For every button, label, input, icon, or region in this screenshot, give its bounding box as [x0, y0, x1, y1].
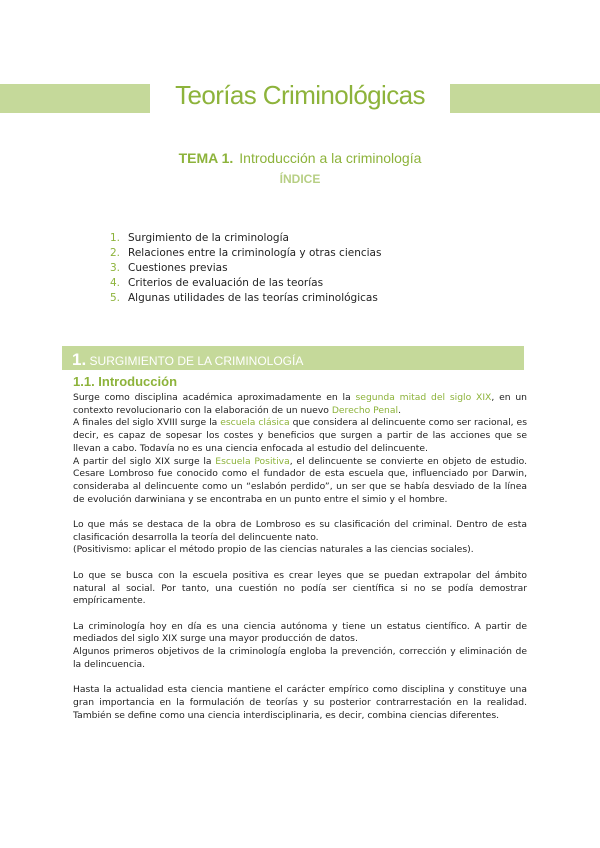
highlight-term: Escuela Positiva: [215, 455, 290, 467]
body-text: [73, 392, 527, 722]
toc-number: 2.: [110, 247, 121, 259]
table-of-contents: [110, 231, 381, 306]
toc-text: Cuestiones previas: [128, 262, 228, 274]
tema-label: TEMA 1.: [178, 150, 234, 166]
toc-text: Criterios de evaluación de las teorías: [128, 277, 324, 289]
toc-text: Algunas utilidades de las teorías criminológicas: [128, 292, 378, 304]
highlight-term: escuela clásica: [220, 417, 290, 429]
section-title: SURGIMIENTO DE LA CRIMINOLOGÍA: [89, 354, 304, 368]
toc-item: [110, 261, 381, 276]
paragraph: Hasta la actualidad esta ciencia mantiene el carácter empírico como disciplina y constituye una gran importancia en la formulación de teorías y su posterior contrarrestación en la realidad. También se define como una ciencia interdisciplinaria, es decir, combina ciencias diferentes.: [73, 684, 527, 721]
title-band-left: [0, 84, 150, 113]
paragraph: Lo que se busca con la escuela positiva es crear leyes que se puedan extrapolar del ámbito natural al social. Por tanto, una cuestión no podía ser científica si no se podía demostrar empíricamente.: [73, 569, 527, 607]
toc-text: Surgimiento de la criminología: [128, 232, 289, 244]
section-heading: [72, 350, 303, 370]
toc-number: 1.: [110, 232, 121, 244]
highlight-term: Derecho Penal: [331, 404, 399, 416]
title-band-right: [450, 84, 600, 113]
paragraph: La criminología hoy en día es una ciencia autónoma y tiene un estatus científico. A partir de mediados del siglo XIX surge una mayor producción de datos.: [73, 620, 527, 645]
highlight-term: segunda mitad del siglo XIX: [355, 392, 492, 403]
toc-number: 4.: [110, 277, 121, 289]
tema-heading: [0, 150, 600, 166]
subsection-heading: 1.1. Introducción: [73, 374, 178, 389]
toc-item: [110, 246, 381, 261]
paragraph: Algunos primeros objetivos de la criminología engloba la prevención, corrección y eliminación de la delincuencia.: [73, 646, 527, 670]
section-number: 1.: [72, 350, 87, 369]
document-title: Teorías Criminológicas: [175, 80, 425, 110]
index-heading: ÍNDICE: [279, 172, 321, 186]
toc-item: [110, 276, 381, 291]
paragraph: (Positivismo: aplicar el método propio de las ciencias naturales a las ciencias sociales).: [73, 544, 474, 556]
tema-title: Introducción a la criminología: [239, 150, 422, 166]
paragraph: A finales del siglo XVIII surge la escuela clásica que considera al delincuente como ser racional, es decir, es capaz de sopesar los costes y beneficios que surgen a partir de las acciones que se llevan a cabo. Todavía no es una ciencia enfocada al estudio del delincuente.: [73, 417, 527, 454]
paragraph: Surge como disciplina académica aproximadamente en la segunda mitad del siglo XIX, en un contexto revolucionario con la elaboración de un nuevo Derecho Penal.: [73, 392, 527, 416]
toc-number: 3.: [110, 262, 121, 274]
toc-number: 5.: [110, 292, 121, 304]
paragraph: Lo que más se destaca de la obra de Lombroso es su clasificación del criminal. Dentro de esta clasificación desarrolla la teoría del delincuente nato.: [73, 519, 527, 543]
toc-item: [110, 291, 381, 306]
toc-text: Relaciones entre la criminología y otras ciencias: [128, 247, 382, 259]
toc-item: [110, 231, 381, 246]
paragraph: A partir del siglo XIX surge la Escuela Positiva, el delincuente se convierte en objeto de estudio. Cesare Lombroso fue conocido como el fundador de esta escuela que, influenciado por Darwin, consideraba al delincuente como un “eslabón perdido”, un ser que se había desviado de la línea de evolución darwiniana y se encontraba en un punto entre el simio y el hombre.: [73, 455, 527, 505]
